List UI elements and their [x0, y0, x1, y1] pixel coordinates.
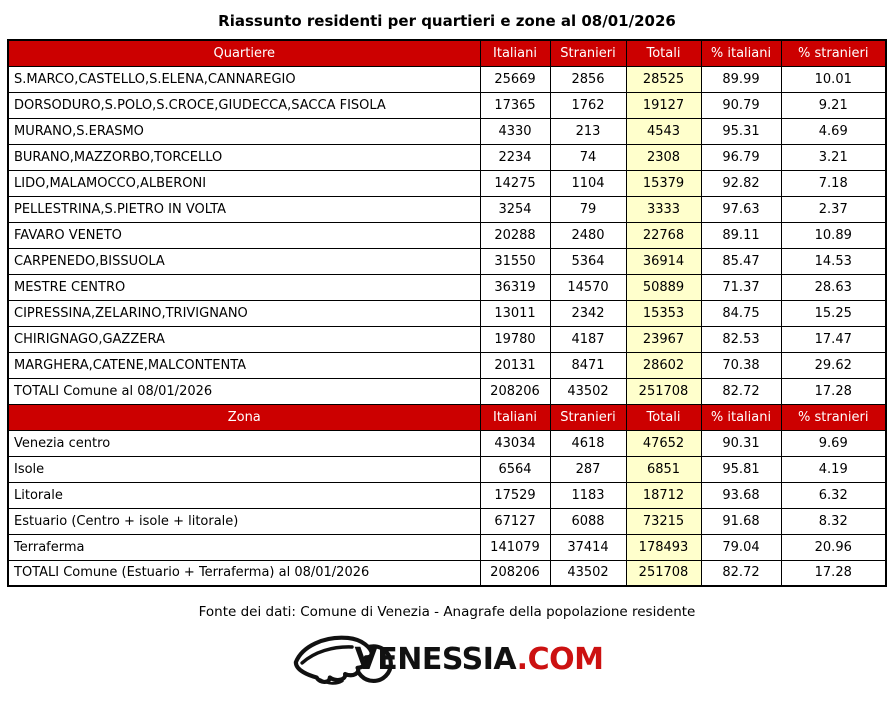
value-cell: 28602: [626, 352, 701, 378]
table-row: [8, 274, 886, 300]
value-cell: 3.21: [781, 144, 886, 170]
name-cell: MARGHERA,CATENE,MALCONTENTA: [8, 352, 480, 378]
value-cell: 43502: [550, 560, 626, 586]
value-cell: 93.68: [701, 482, 781, 508]
value-cell: 6088: [550, 508, 626, 534]
value-cell: 36914: [626, 248, 701, 274]
value-cell: 178493: [626, 534, 701, 560]
value-cell: 141079: [480, 534, 550, 560]
value-cell: 251708: [626, 560, 701, 586]
column-header: % italiani: [701, 404, 781, 430]
name-cell: TOTALI Comune al 08/01/2026: [8, 378, 480, 404]
name-cell: FAVARO VENETO: [8, 222, 480, 248]
value-cell: 9.69: [781, 430, 886, 456]
value-cell: 6564: [480, 456, 550, 482]
value-cell: 28525: [626, 66, 701, 92]
name-cell: S.MARCO,CASTELLO,S.ELENA,CANNAREGIO: [8, 66, 480, 92]
table-row: [8, 352, 886, 378]
value-cell: 14275: [480, 170, 550, 196]
name-cell: CIPRESSINA,ZELARINO,TRIVIGNANO: [8, 300, 480, 326]
value-cell: 73215: [626, 508, 701, 534]
name-cell: PELLESTRINA,S.PIETRO IN VOLTA: [8, 196, 480, 222]
value-cell: 4618: [550, 430, 626, 456]
table-row: [8, 326, 886, 352]
value-cell: 15379: [626, 170, 701, 196]
value-cell: 8471: [550, 352, 626, 378]
name-cell: BURANO,MAZZORBO,TORCELLO: [8, 144, 480, 170]
value-cell: 2856: [550, 66, 626, 92]
name-cell: Litorale: [8, 482, 480, 508]
table-row: [8, 560, 886, 586]
value-cell: 90.31: [701, 430, 781, 456]
value-cell: 2480: [550, 222, 626, 248]
name-cell: CHIRIGNAGO,GAZZERA: [8, 326, 480, 352]
venessia-logo[interactable]: [0, 630, 894, 690]
name-cell: Terraferma: [8, 534, 480, 560]
table-row: [8, 196, 886, 222]
value-cell: 67127: [480, 508, 550, 534]
section-header-zona: Zona: [8, 404, 480, 430]
table-row: [8, 222, 886, 248]
table-row: [8, 508, 886, 534]
table-row: [8, 482, 886, 508]
table-row: [8, 144, 886, 170]
table-row: [8, 170, 886, 196]
table-row: [8, 66, 886, 92]
table-row: [8, 92, 886, 118]
value-cell: 13011: [480, 300, 550, 326]
section-header-row: [8, 40, 886, 66]
value-cell: 9.21: [781, 92, 886, 118]
value-cell: 22768: [626, 222, 701, 248]
value-cell: 20288: [480, 222, 550, 248]
value-cell: 17.28: [781, 560, 886, 586]
column-header: % italiani: [701, 40, 781, 66]
table-row: [8, 248, 886, 274]
value-cell: 18712: [626, 482, 701, 508]
logo-name: VENESSIA: [354, 642, 517, 677]
value-cell: 15353: [626, 300, 701, 326]
value-cell: 95.31: [701, 118, 781, 144]
column-header: % stranieri: [781, 40, 886, 66]
value-cell: 31550: [480, 248, 550, 274]
value-cell: 213: [550, 118, 626, 144]
value-cell: 95.81: [701, 456, 781, 482]
logo-wordmark: [354, 642, 604, 677]
value-cell: 82.72: [701, 378, 781, 404]
value-cell: 17529: [480, 482, 550, 508]
value-cell: 2.37: [781, 196, 886, 222]
value-cell: 19127: [626, 92, 701, 118]
column-header: Stranieri: [550, 40, 626, 66]
table-row: [8, 118, 886, 144]
name-cell: Venezia centro: [8, 430, 480, 456]
column-header: Stranieri: [550, 404, 626, 430]
value-cell: 17.28: [781, 378, 886, 404]
value-cell: 6.32: [781, 482, 886, 508]
value-cell: 14570: [550, 274, 626, 300]
value-cell: 50889: [626, 274, 701, 300]
value-cell: 17365: [480, 92, 550, 118]
value-cell: 6851: [626, 456, 701, 482]
value-cell: 208206: [480, 378, 550, 404]
column-header: Italiani: [480, 40, 550, 66]
section-header-quartiere: Quartiere: [8, 40, 480, 66]
value-cell: 4.19: [781, 456, 886, 482]
residents-table: [7, 39, 887, 587]
value-cell: 47652: [626, 430, 701, 456]
value-cell: 15.25: [781, 300, 886, 326]
table-row: [8, 378, 886, 404]
value-cell: 96.79: [701, 144, 781, 170]
value-cell: 79.04: [701, 534, 781, 560]
value-cell: 97.63: [701, 196, 781, 222]
value-cell: 251708: [626, 378, 701, 404]
section-header-row: [8, 404, 886, 430]
table-row: [8, 430, 886, 456]
table-row: [8, 300, 886, 326]
value-cell: 90.79: [701, 92, 781, 118]
value-cell: 1762: [550, 92, 626, 118]
value-cell: 91.68: [701, 508, 781, 534]
column-header: Totali: [626, 404, 701, 430]
name-cell: Estuario (Centro + isole + litorale): [8, 508, 480, 534]
value-cell: 29.62: [781, 352, 886, 378]
value-cell: 20131: [480, 352, 550, 378]
value-cell: 71.37: [701, 274, 781, 300]
value-cell: 79: [550, 196, 626, 222]
name-cell: DORSODURO,S.POLO,S.CROCE,GIUDECCA,SACCA FISOLA: [8, 92, 480, 118]
value-cell: 1104: [550, 170, 626, 196]
value-cell: 82.72: [701, 560, 781, 586]
value-cell: 4330: [480, 118, 550, 144]
name-cell: TOTALI Comune (Estuario + Terraferma) al 08/01/2026: [8, 560, 480, 586]
name-cell: MURANO,S.ERASMO: [8, 118, 480, 144]
value-cell: 85.47: [701, 248, 781, 274]
data-source-note: Fonte dei dati: Comune di Venezia - Anagrafe della popolazione residente: [198, 604, 696, 620]
value-cell: 4.69: [781, 118, 886, 144]
value-cell: 2308: [626, 144, 701, 170]
value-cell: 84.75: [701, 300, 781, 326]
value-cell: 70.38: [701, 352, 781, 378]
column-header: Italiani: [480, 404, 550, 430]
value-cell: 2342: [550, 300, 626, 326]
value-cell: 14.53: [781, 248, 886, 274]
value-cell: 17.47: [781, 326, 886, 352]
value-cell: 3333: [626, 196, 701, 222]
value-cell: 92.82: [701, 170, 781, 196]
table-row: [8, 534, 886, 560]
value-cell: 1183: [550, 482, 626, 508]
logo-tld: .COM: [516, 642, 604, 677]
value-cell: 25669: [480, 66, 550, 92]
value-cell: 89.99: [701, 66, 781, 92]
value-cell: 5364: [550, 248, 626, 274]
value-cell: 36319: [480, 274, 550, 300]
value-cell: 23967: [626, 326, 701, 352]
name-cell: LIDO,MALAMOCCO,ALBERONI: [8, 170, 480, 196]
value-cell: 10.01: [781, 66, 886, 92]
value-cell: 3254: [480, 196, 550, 222]
value-cell: 7.18: [781, 170, 886, 196]
column-header: Totali: [626, 40, 701, 66]
page-title: Riassunto residenti per quartieri e zone al 08/01/2026: [218, 12, 676, 30]
table-row: [8, 456, 886, 482]
name-cell: Isole: [8, 456, 480, 482]
column-header: % stranieri: [781, 404, 886, 430]
value-cell: 37414: [550, 534, 626, 560]
value-cell: 19780: [480, 326, 550, 352]
value-cell: 208206: [480, 560, 550, 586]
value-cell: 287: [550, 456, 626, 482]
value-cell: 89.11: [701, 222, 781, 248]
value-cell: 20.96: [781, 534, 886, 560]
value-cell: 10.89: [781, 222, 886, 248]
value-cell: 43034: [480, 430, 550, 456]
value-cell: 4543: [626, 118, 701, 144]
value-cell: 43502: [550, 378, 626, 404]
value-cell: 28.63: [781, 274, 886, 300]
value-cell: 4187: [550, 326, 626, 352]
value-cell: 82.53: [701, 326, 781, 352]
value-cell: 2234: [480, 144, 550, 170]
value-cell: 8.32: [781, 508, 886, 534]
name-cell: CARPENEDO,BISSUOLA: [8, 248, 480, 274]
name-cell: MESTRE CENTRO: [8, 274, 480, 300]
value-cell: 74: [550, 144, 626, 170]
